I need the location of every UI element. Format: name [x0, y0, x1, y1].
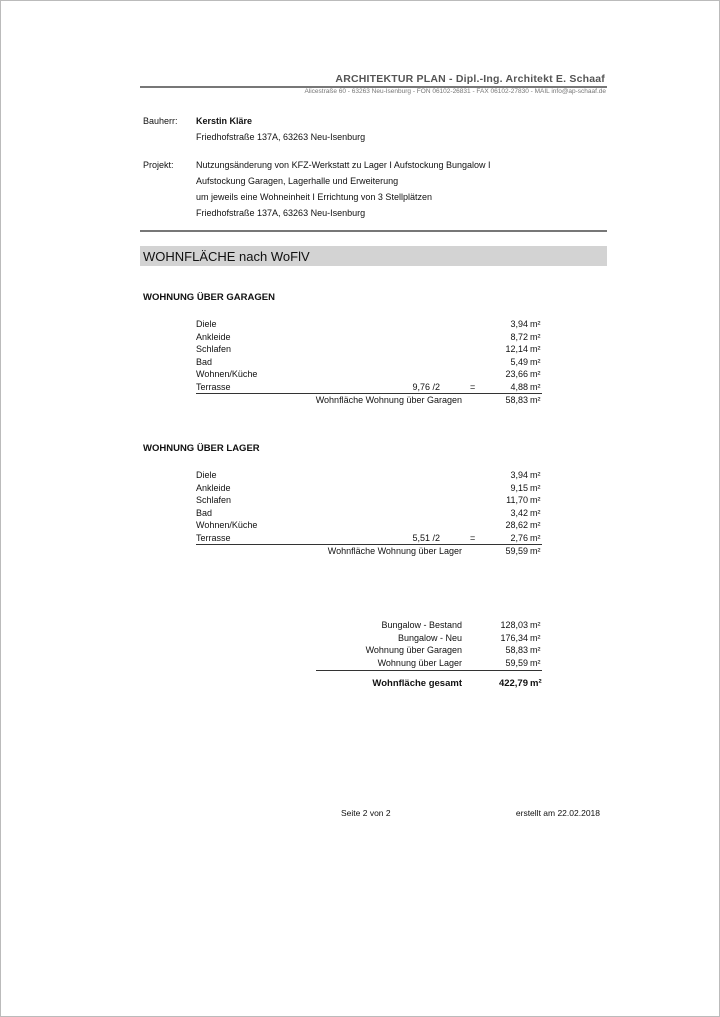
unit-label: m²: [530, 632, 541, 643]
unit-label: m²: [530, 620, 541, 630]
room-calc: 5,51 /2: [412, 533, 440, 543]
summary-label: Bungalow - Neu: [397, 632, 462, 643]
summary-label: Wohnung über Lager: [377, 657, 462, 668]
total-label: Wohnfläche Wohnung über Garagen: [315, 394, 462, 405]
room-name: Diele: [196, 470, 217, 480]
project-line: um jeweils eine Wohneinheit I Errichtung von 3 Stellplätzen: [196, 192, 432, 202]
room-name: Schlafen: [196, 344, 232, 355]
summary-value: 59,59: [505, 657, 528, 668]
equals-sign: =: [470, 533, 476, 543]
total-area: 58,83: [505, 394, 528, 405]
room-name: Ankleide: [196, 331, 231, 342]
unit-label: m²: [530, 470, 541, 480]
firm-address: Alicestraße 60 - 63263 Neu-Isenburg - FON 06102-26831 - FAX 06102-27830 - MAIL info@ap-schaaf.de: [304, 88, 606, 95]
section-title: WOHNFLÄCHE nach WoFlV: [143, 249, 310, 264]
room-name: Terrasse: [196, 382, 231, 392]
room-name: Wohnen/Küche: [196, 520, 258, 531]
room-name: Bad: [196, 356, 213, 367]
room-area: 4,88: [510, 382, 528, 392]
unit-label: m²: [530, 382, 541, 392]
unit-label: m²: [530, 545, 541, 556]
summary-label: Wohnung über Garagen: [365, 645, 462, 656]
room-area: 28,62: [505, 520, 528, 531]
unit-label: m²: [530, 319, 541, 329]
section-rule: [140, 230, 607, 232]
apartment-title: WOHNUNG ÜBER LAGER: [143, 443, 260, 454]
project-line: Friedhofstraße 137A, 63263 Neu-Isenburg: [196, 208, 366, 218]
room-area: 23,66: [505, 369, 528, 380]
project-label: Projekt:: [143, 160, 174, 170]
summary-value: 128,03: [500, 620, 528, 630]
unit-label: m²: [530, 533, 541, 543]
apartment-title: WOHNUNG ÜBER GARAGEN: [143, 292, 275, 303]
summary-label: Bungalow - Bestand: [381, 620, 462, 630]
room-name: Diele: [196, 319, 217, 329]
grand-total-value: 422,79: [498, 678, 528, 690]
room-area: 12,14: [505, 344, 528, 355]
room-name: Schlafen: [196, 495, 232, 506]
room-area: 11,70: [506, 495, 528, 506]
project-line: Aufstockung Garagen, Lagerhalle und Erweiterung: [196, 176, 399, 186]
room-name: Terrasse: [196, 533, 231, 543]
room-area: 3,94: [510, 319, 528, 329]
grand-total-label: Wohnfläche gesamt: [372, 678, 462, 690]
unit-label: m²: [530, 645, 541, 656]
equals-sign: =: [470, 382, 476, 392]
unit-label: m²: [530, 482, 541, 493]
client-label: Bauherr:: [143, 116, 178, 126]
unit-label: m²: [530, 507, 541, 518]
page-number: Seite 2 von 2: [341, 808, 391, 818]
unit-label: m²: [530, 394, 541, 405]
unit-label: m²: [530, 356, 541, 367]
summary-value: 58,83: [505, 645, 528, 656]
unit-label: m²: [530, 520, 541, 531]
unit-label: m²: [530, 344, 541, 355]
room-area: 8,72: [510, 331, 528, 342]
client-name: Kerstin Kläre: [196, 116, 253, 126]
room-area: 2,76: [510, 533, 528, 543]
unit-label: m²: [530, 678, 542, 690]
room-area: 9,15: [510, 482, 528, 493]
room-name: Wohnen/Küche: [196, 369, 258, 380]
room-calc: 9,76 /2: [412, 382, 440, 392]
room-name: Bad: [196, 507, 213, 518]
unit-label: m²: [530, 331, 541, 342]
room-area: 3,42: [510, 507, 528, 518]
room-name: Ankleide: [196, 482, 231, 493]
room-area: 3,94: [510, 470, 528, 480]
summary-rule: [316, 670, 542, 671]
project-line: Nutzungsänderung von KFZ-Werkstatt zu Lager I Aufstockung Bungalow I: [196, 160, 491, 170]
room-area: 5,49: [510, 356, 528, 367]
unit-label: m²: [530, 495, 541, 506]
unit-label: m²: [530, 657, 541, 668]
created-date: erstellt am 22.02.2018: [515, 808, 600, 818]
total-area: 59,59: [505, 545, 528, 556]
unit-label: m²: [530, 369, 541, 380]
total-label: Wohnfläche Wohnung über Lager: [327, 545, 462, 556]
client-address: Friedhofstraße 137A, 63263 Neu-Isenburg: [196, 132, 366, 142]
firm-name: ARCHITEKTUR PLAN - Dipl.-Ing. Architekt E. Schaaf: [335, 73, 605, 85]
summary-value: 176,34: [500, 632, 528, 643]
